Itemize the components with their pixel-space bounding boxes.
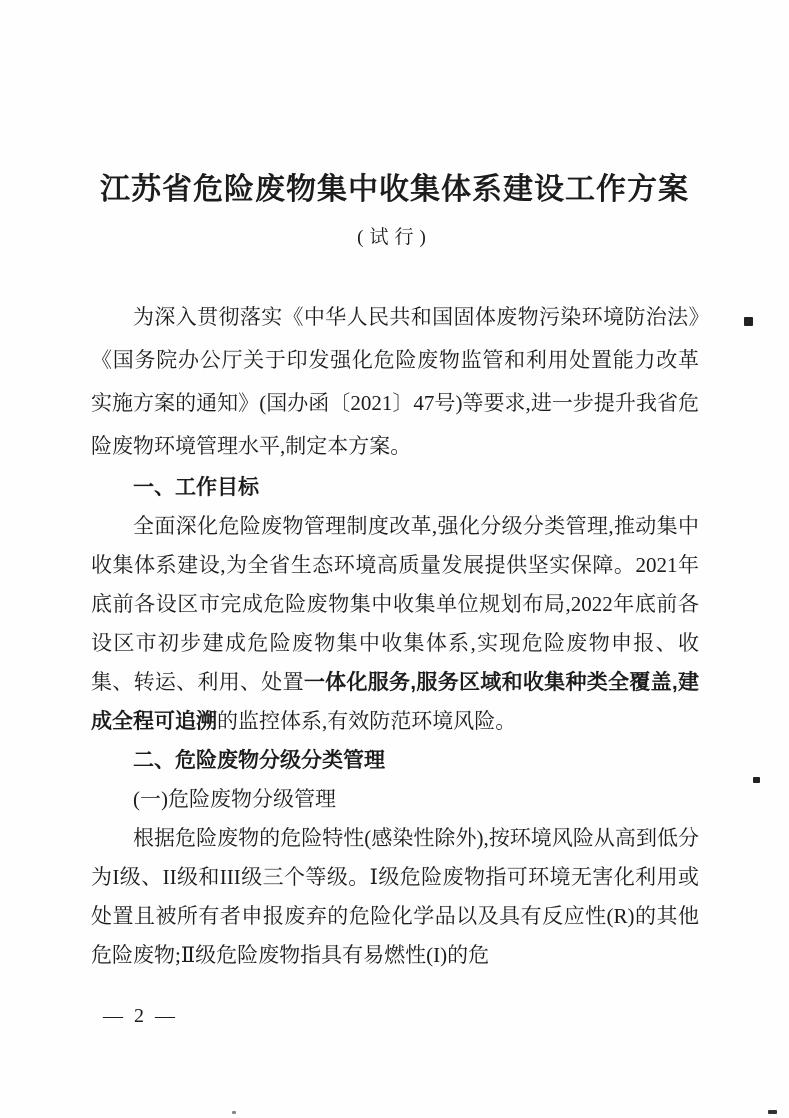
scan-speck	[753, 777, 760, 783]
heading-section-two-classification: 二、危险废物分级分类管理	[133, 749, 385, 772]
goals-text-bold-emphasis: 一体化服务,服务区域和收集种类全覆盖,建成全程可追溯	[91, 671, 699, 733]
goals-text-normal-2: 的监控体系,有效防范环境风险。	[217, 709, 517, 733]
scan-speck	[232, 1111, 236, 1114]
paragraph-grading-detail: 根据危险废物的危险特性(感染性除外),按环境风险从高到低分为I级、II级和III级三个等级。Ⅰ级危险废物指可环境无害化利用或处置且被所有者申报废弃的危险化学品以及具有反应性(R)的其他危险废物;Ⅱ级危险废物指具有易燃性(I)的危	[91, 826, 699, 967]
paragraph-intro: 为深入贯彻落实《中华人民共和国固体废物污染环境防治法》《国务院办公厅关于印发强化危险废物监管和利用处置能力改革实施方案的通知》(国办函〔2021〕47号)等要求,进一步提升我省危险废物环境管理水平,制定本方案。	[91, 305, 699, 458]
document-title: 江苏省危险废物集中收集体系建设工作方案	[100, 173, 689, 206]
scan-speck	[768, 1110, 777, 1114]
heading-section-one-work-goals: 一、工作目标	[133, 476, 259, 499]
goals-text-normal-1: 全面深化危险废物管理制度改革,强化分级分类管理,推动集中收集体系建设,为全省生态环境高质量发展提供坚实保障。2021年底前各设区市完成危险废物集中收集单位规划布局,2022年底前各设区市初步建成危险废物集中收集体系,实现危险废物申报、收集、转运、利用、处置	[91, 514, 699, 694]
page-number: — 2 —	[103, 1005, 178, 1027]
document-subtitle: (试行)	[357, 227, 432, 248]
heading-subsection-one-grading: (一)危险废物分级管理	[133, 787, 336, 811]
paragraph-work-goals	[91, 507, 699, 741]
document-body	[91, 296, 699, 975]
scan-speck	[744, 317, 753, 326]
